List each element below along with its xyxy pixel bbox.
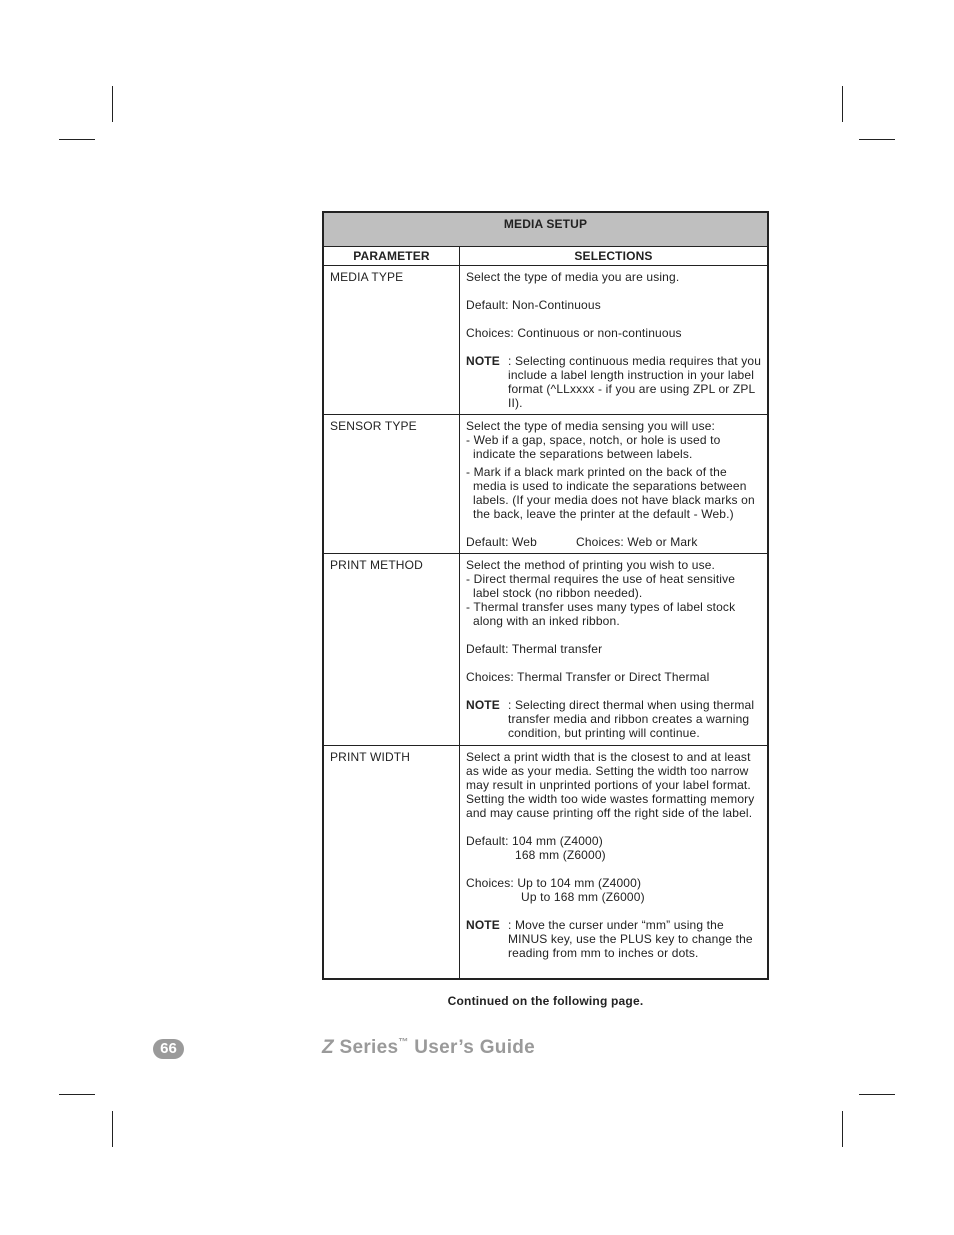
page-number: 66 xyxy=(153,1039,184,1059)
note-label: NOTE xyxy=(466,698,500,712)
crop-mark xyxy=(112,1111,113,1147)
choices-value-2: Up to 168 mm (Z6000) xyxy=(521,890,645,904)
continued-notice: Continued on the following page. xyxy=(447,994,644,1008)
note xyxy=(466,918,762,960)
guide-title-z: Z xyxy=(322,1037,334,1058)
selection-intro: Select the type of media sensing you will use: xyxy=(466,419,716,433)
selections-cell xyxy=(460,266,769,415)
table-title: MEDIA SETUP xyxy=(323,212,768,247)
default-choices-line xyxy=(466,535,762,549)
note-label: NOTE xyxy=(466,918,500,932)
selection-intro: Select a print width that is the closest to and at least as wide as your media. Setting the width too narrow may result in unprinted portions of your label format. Setting the width too wide wastes formatting memory and may cause printing off the right side of the label. xyxy=(466,750,755,820)
bullet-item: - Thermal transfer uses many types of label stock along with an inked ribbon. xyxy=(466,600,736,628)
bullet-item: - Direct thermal requires the use of heat sensitive label stock (no ribbon needed). xyxy=(466,572,736,600)
table-row xyxy=(323,746,768,979)
media-setup-table xyxy=(322,211,769,980)
column-header-parameter: PARAMETER xyxy=(323,247,460,266)
parameter-name: PRINT WIDTH xyxy=(323,746,460,979)
note-label: NOTE xyxy=(466,354,500,368)
table-row xyxy=(323,266,768,415)
parameter-name: MEDIA TYPE xyxy=(323,266,460,415)
selections-cell xyxy=(460,554,769,746)
choices-value: Choices: Thermal Transfer or Direct Thermal xyxy=(466,670,710,684)
note-text: : Move the curser under “mm” using the MINUS key, use the PLUS key to change the reading from mm to inches or dots. xyxy=(508,918,753,960)
crop-mark xyxy=(112,86,113,122)
default-value: Default: Web xyxy=(466,535,537,549)
guide-title-rest: User’s Guide xyxy=(408,1037,536,1058)
parameter-name: PRINT METHOD xyxy=(323,554,460,746)
bullet-item: - Mark if a black mark printed on the back of the media is used to indicate the separations between labels. (If your media does not have black marks on the back, leave the printer at the default - Web.) xyxy=(466,465,755,521)
default-value: Default: Thermal transfer xyxy=(466,642,603,656)
crop-mark xyxy=(59,139,95,140)
guide-title xyxy=(322,1037,535,1059)
crop-mark xyxy=(842,86,843,122)
note-text: : Selecting direct thermal when using thermal transfer media and ribbon creates a warning condition, but printing will continue. xyxy=(508,698,755,740)
selection-intro: Select the method of printing you wish to use. xyxy=(466,558,716,572)
table-row xyxy=(323,554,768,746)
default-value: Default: Non-Continuous xyxy=(466,298,601,312)
crop-mark xyxy=(859,1094,895,1095)
guide-title-series: Series xyxy=(333,1037,399,1058)
table-row xyxy=(323,415,768,554)
selection-intro: Select the type of media you are using. xyxy=(466,270,680,284)
choices-value: Choices: Up to 104 mm (Z4000) xyxy=(466,876,642,890)
crop-mark xyxy=(859,139,895,140)
note xyxy=(466,698,762,740)
crop-mark xyxy=(59,1094,95,1095)
trademark-symbol: ™ xyxy=(398,1037,409,1048)
parameter-name: SENSOR TYPE xyxy=(323,415,460,554)
column-header-selections: SELECTIONS xyxy=(460,247,769,266)
bullet-item: - Web if a gap, space, notch, or hole is used to indicate the separations between labels. xyxy=(466,433,721,461)
selections-cell xyxy=(460,746,769,979)
choices-value: Choices: Continuous or non-continuous xyxy=(466,326,682,340)
crop-mark xyxy=(842,1111,843,1147)
selections-cell xyxy=(460,415,769,554)
note-text: : Selecting continuous media requires that you include a label length instruction in your label format (^LLxxxx - if you are using ZPL or ZPL II). xyxy=(508,354,762,410)
note xyxy=(466,354,762,410)
default-value: Default: 104 mm (Z4000) xyxy=(466,834,603,848)
choices-value: Choices: Web or Mark xyxy=(576,535,698,549)
default-value-2: 168 mm (Z6000) xyxy=(515,848,606,862)
